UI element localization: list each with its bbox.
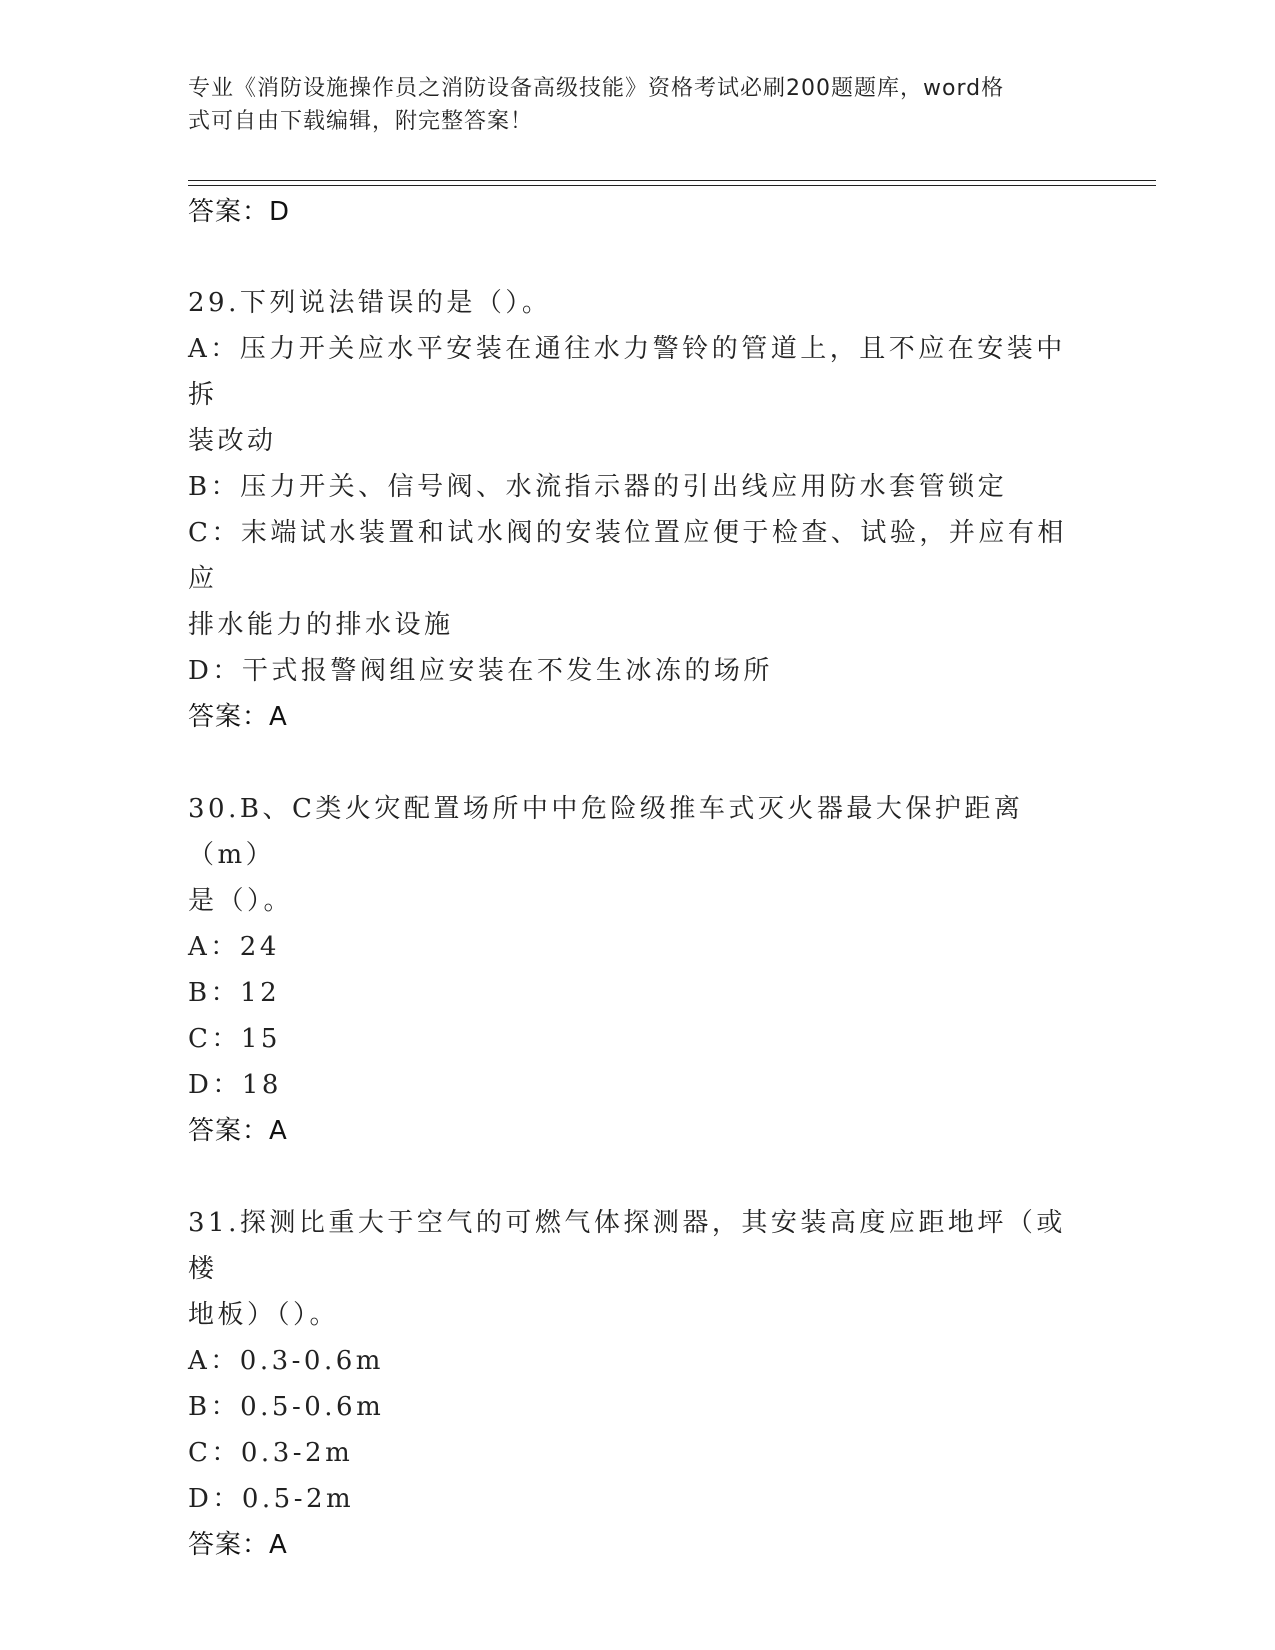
header-divider-bottom	[188, 185, 1156, 186]
question-text: 29.下列说法错误的是（）。	[188, 288, 552, 318]
question-text-continued: 是（）。	[188, 886, 294, 916]
question-list	[188, 280, 1088, 1614]
question-text: 31.探测比重大于空气的可燃气体探测器，其安装高度应距地坪（或楼	[188, 1208, 1066, 1284]
question-text: 30.B、C类火灾配置场所中中危险级推车式灭火器最大保护距离（m）	[188, 794, 1024, 870]
option-a: A：24	[188, 932, 280, 962]
option-b: B：0.5-0.6m	[188, 1392, 385, 1422]
option-d: D：干式报警阀组应安装在不发生冰冻的场所	[188, 656, 773, 686]
option-b: B：压力开关、信号阀、水流指示器的引出线应用防水套管锁定	[188, 472, 1008, 502]
question-31	[188, 1200, 1088, 1568]
option-c-continued: 排水能力的排水设施	[188, 610, 454, 640]
option-a: A：0.3-0.6m	[188, 1346, 384, 1376]
option-c: C：末端试水装置和试水阀的安装位置应便于检查、试验，并应有相应	[188, 518, 1067, 594]
option-c: C：0.3-2m	[188, 1438, 354, 1468]
answer-29: 答案：A	[188, 702, 288, 732]
header-divider-top	[188, 180, 1156, 181]
option-a: A：压力开关应水平安装在通往水力警铃的管道上，且不应在安装中拆	[188, 334, 1066, 410]
answer-30: 答案：A	[188, 1116, 288, 1146]
document-header	[188, 72, 1068, 138]
option-c: C：15	[188, 1024, 281, 1054]
header-title-line1: 专业《消防设施操作员之消防设备高级技能》资格考试必刷200题题库，word格	[188, 76, 1005, 101]
option-d: D：0.5-2m	[188, 1484, 355, 1514]
header-title-line2: 式可自由下载编辑，附完整答案！	[188, 109, 534, 134]
option-a-continued: 装改动	[188, 426, 277, 456]
answer-31: 答案：A	[188, 1530, 288, 1560]
question-29	[188, 280, 1088, 740]
option-d: D：18	[188, 1070, 282, 1100]
answer-28: 答案：D	[188, 197, 291, 227]
option-b: B：12	[188, 978, 281, 1008]
question-text-continued: 地板）（）。	[188, 1300, 340, 1330]
question-30	[188, 786, 1088, 1154]
